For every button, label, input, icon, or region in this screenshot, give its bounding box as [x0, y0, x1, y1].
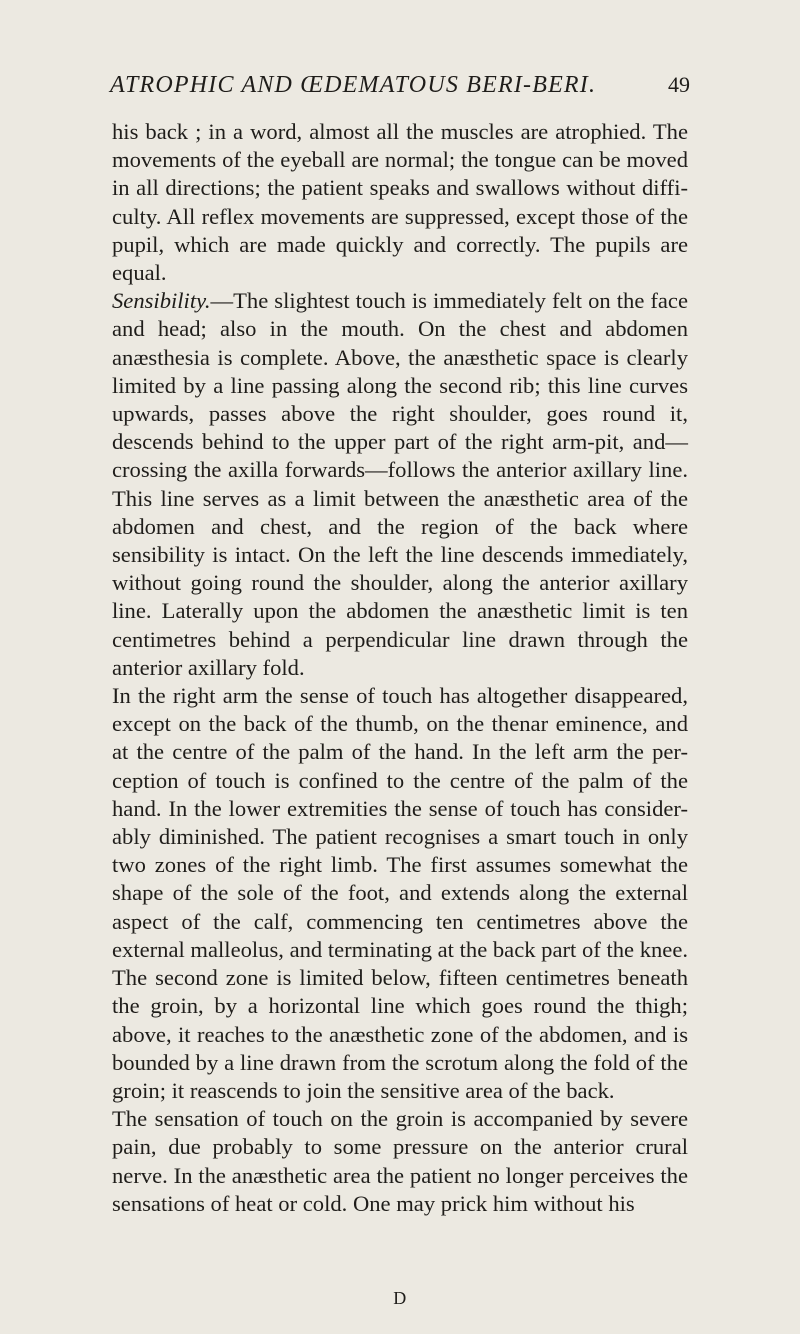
- paragraph-4: The sensation of touch on the groin is accompanied by severe pain, due probably to some pressure on the anterior crural nerve. In the anæsthetic area the patient no longer perceives the sensations of heat or cold. One may prick him without his: [112, 1106, 688, 1216]
- paragraph-3: In the right arm the sense of touch has altogether disappeared, except on the back of the thumb, on the thenar eminence, and at the centre of the palm of the hand. In the left arm the per-ception of touch is confined to the centre of the palm of the hand. In the lower extremities the sense of touch has consider-ably diminished. The patient recognises a smart touch in only two zones of the right limb. The first assumes somewhat the shape of the sole of the foot, and extends along the external aspect of the calf, commencing ten centimetres above the external malleolus, and terminating at the back part of the knee. The second zone is limited below, fifteen centimetres beneath the groin, by a horizontal line which goes round the thigh; above, it reaches to the anæsthetic zone of the abdomen, and is bounded by a line drawn from the scrotum along the fold of the groin; it reascends to join the sensitive area of the back.: [112, 683, 688, 1103]
- running-title: ATROPHIC AND ŒDEMATOUS BERI-BERI.: [110, 72, 597, 98]
- paragraph-1: his back ; in a word, almost all the muscles are atrophied. The movements of the eyeball are normal; the tongue can be moved in all directions; the patient speaks and swallows without diffi-culty. All reflex movements are suppressed, except those of the pupil, which are made quickly and correctly. The pupils are equal.: [112, 119, 688, 286]
- paragraph-2: [112, 287, 688, 682]
- body-text: [112, 118, 688, 1218]
- signature-mark: D: [393, 1288, 407, 1308]
- page-number: 49: [668, 72, 690, 97]
- running-head: [110, 72, 690, 104]
- paragraph-2-text: —The slightest touch is immediately felt on the face and head; also in the mouth. On the chest and abdomen anæsthesia is complete. Above, the anæsthetic space is clearly limited by a line passing along the second rib; this line curves upwards, passes above the right shoulder, goes round it, descends behind to the upper part of the right arm-pit, and—crossing the axilla forwards—follows the anterior axillary line. This line serves as a limit between the anæsthetic area of the abdomen and chest, and the region of the back where sensibility is intact. On the left the line descends immediately, without going round the shoulder, along the anterior axillary line. Laterally upon the abdomen the anæsthetic limit is ten centimetres behind a perpendicular line drawn through the anterior axillary fold.: [112, 288, 688, 680]
- section-run-in-heading: Sensibility.: [112, 288, 211, 314]
